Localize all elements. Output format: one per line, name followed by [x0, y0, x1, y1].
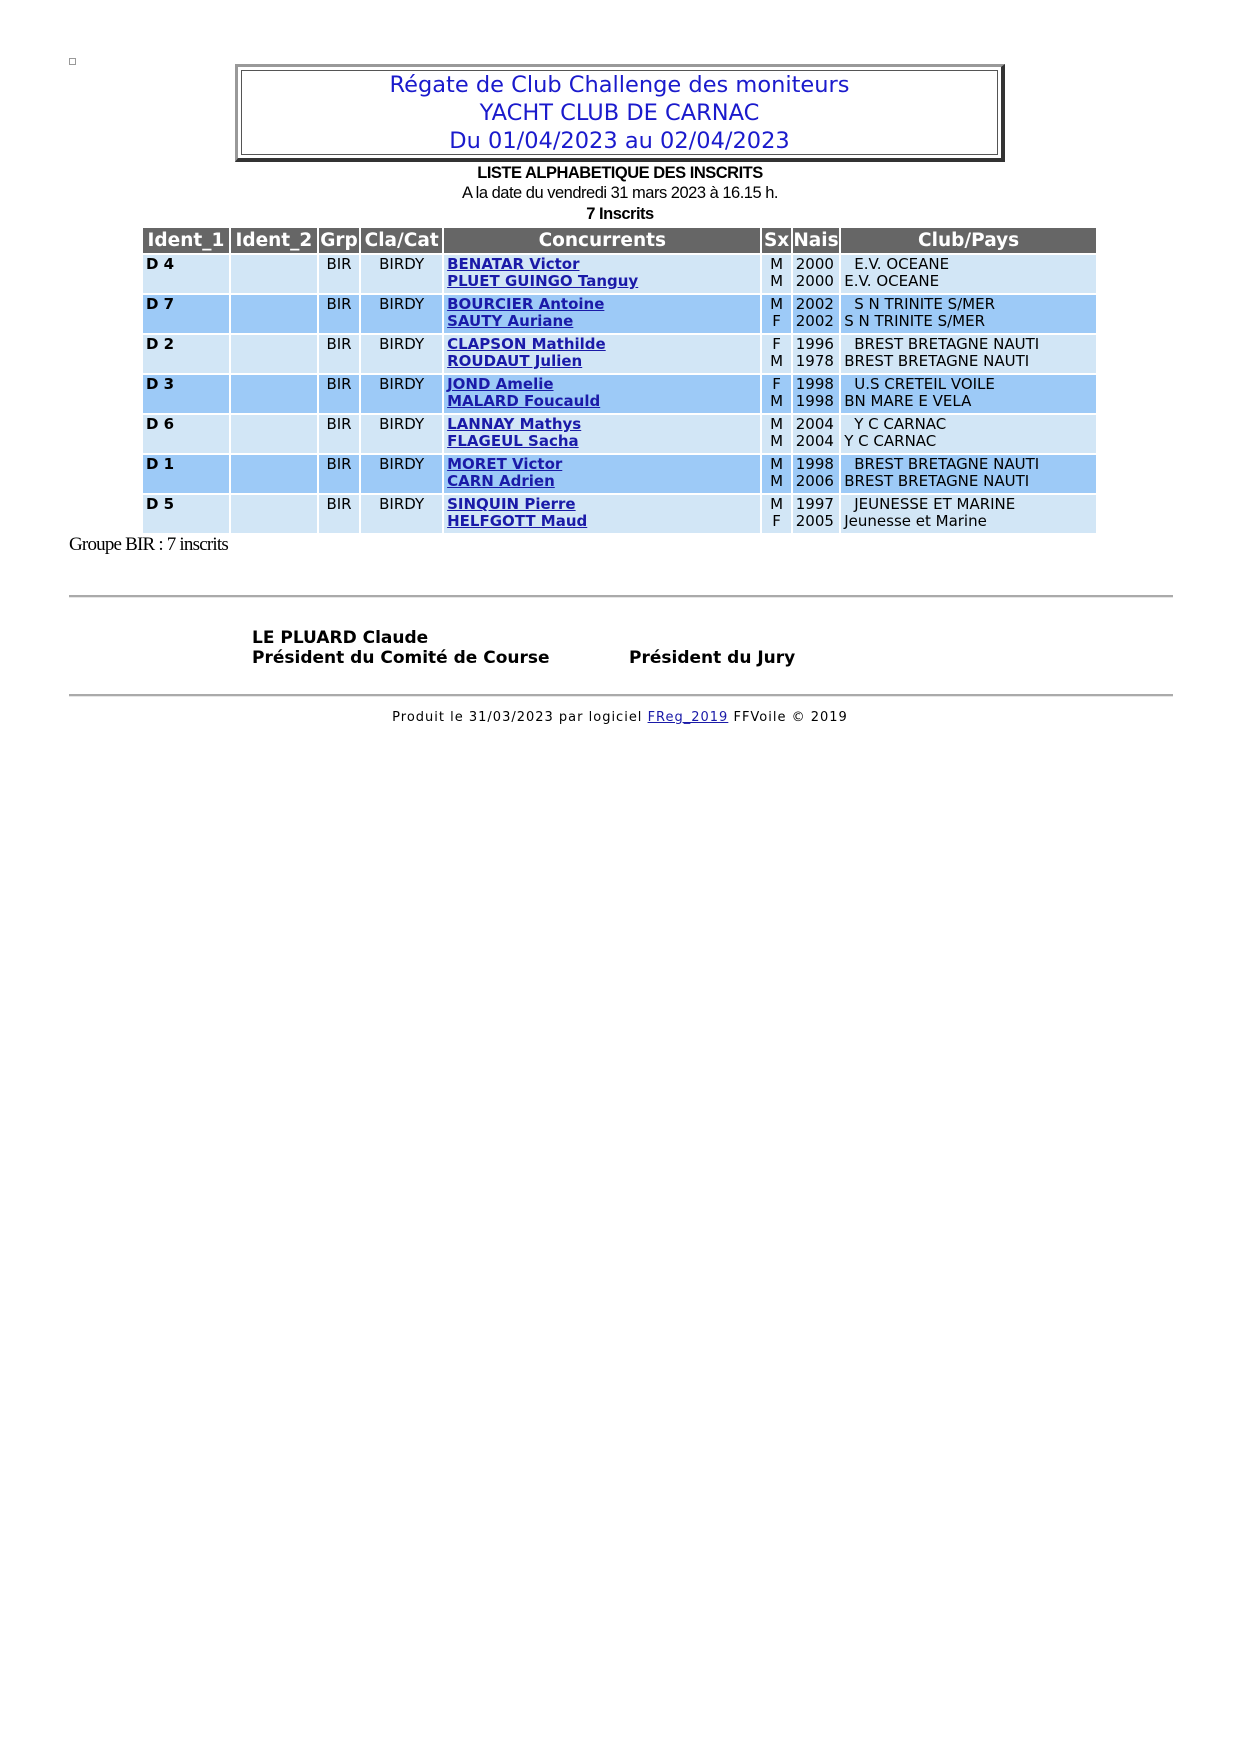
competitors-cell — [444, 495, 760, 533]
competitor-link[interactable]: BOURCIER Antoine — [447, 295, 605, 313]
sex-value: M — [770, 415, 784, 433]
ident2-cell — [231, 415, 317, 453]
competitor-link[interactable]: SAUTY Auriane — [447, 312, 574, 330]
ident2-cell — [231, 335, 317, 373]
club-name: BREST BRETAGNE NAUTI — [854, 455, 1040, 473]
birth-year: 1998 — [795, 375, 834, 393]
group-cell: BIR — [319, 495, 359, 533]
birth-year: 1997 — [795, 495, 834, 513]
sex-cell — [762, 375, 790, 413]
footer-suffix: FFVoile © 2019 — [728, 710, 848, 725]
sex-value: M — [770, 352, 784, 370]
class-cell: BIRDY — [361, 375, 442, 413]
club-name: E.V. OCEANE — [844, 272, 940, 290]
competitor-link[interactable]: MORET Victor — [447, 455, 563, 473]
birth-year-cell — [793, 415, 839, 453]
sex-value: M — [770, 472, 784, 490]
ident2-cell — [231, 455, 317, 493]
birth-year-cell — [793, 495, 839, 533]
birth-year-cell — [793, 295, 839, 333]
club-cell — [841, 375, 1096, 413]
competitor-link[interactable]: ROUDAUT Julien — [447, 352, 583, 370]
competitor-link[interactable]: CLAPSON Mathilde — [447, 335, 606, 353]
sex-value: F — [772, 335, 781, 353]
ident1-cell: D 4 — [143, 255, 229, 293]
birth-year: 2002 — [795, 312, 834, 330]
race-committee-name: LE PLUARD Claude — [252, 628, 429, 648]
birth-year-cell — [793, 455, 839, 493]
club-name: BN MARE E VELA — [844, 392, 972, 410]
club-cell — [841, 415, 1096, 453]
sex-value: F — [772, 375, 781, 393]
club-name: S N TRINITE S/MER — [844, 312, 985, 330]
competitor-link[interactable]: JOND Amelie — [447, 375, 554, 393]
competitors-cell — [444, 415, 760, 453]
club-cell — [841, 295, 1096, 333]
competitor-link[interactable]: CARN Adrien — [447, 472, 555, 490]
competitor-link[interactable]: MALARD Foucauld — [447, 392, 601, 410]
table-row — [143, 415, 1096, 453]
club-name: BREST BRETAGNE NAUTI — [854, 335, 1040, 353]
ident1-cell: D 5 — [143, 495, 229, 533]
ident2-cell — [231, 375, 317, 413]
club-name: U.S CRETEIL VOILE — [854, 375, 995, 393]
sex-value: M — [770, 272, 784, 290]
table-row — [143, 375, 1096, 413]
sex-value: M — [770, 432, 784, 450]
birth-year: 2004 — [795, 432, 834, 450]
club-cell — [841, 495, 1096, 533]
sex-value: M — [770, 255, 784, 273]
column-header[interactable]: Club/Pays — [841, 228, 1096, 253]
sex-cell — [762, 495, 790, 533]
sex-cell — [762, 295, 790, 333]
sex-value: M — [770, 392, 784, 410]
column-header[interactable]: Grp — [320, 230, 358, 251]
divider — [69, 694, 1173, 697]
competitor-link[interactable]: PLUET GUINGO Tanguy — [447, 272, 639, 290]
footer — [0, 710, 1240, 725]
column-header[interactable]: Concurrents — [444, 228, 760, 253]
table-header-row — [143, 228, 1096, 253]
club-name: Y C CARNAC — [854, 415, 947, 433]
ident2-cell — [231, 495, 317, 533]
competitor-link[interactable]: FLAGEUL Sacha — [447, 432, 579, 450]
group-cell: BIR — [319, 375, 359, 413]
class-cell: BIRDY — [361, 495, 442, 533]
sex-value: M — [770, 455, 784, 473]
birth-year: 1996 — [795, 335, 834, 353]
sex-cell — [762, 255, 790, 293]
column-header[interactable]: Cla/Cat — [361, 228, 442, 253]
table-row — [143, 455, 1096, 493]
sex-value: F — [772, 312, 781, 330]
group-cell: BIR — [319, 255, 359, 293]
birth-year: 1998 — [795, 455, 834, 473]
birth-year: 2002 — [795, 295, 834, 313]
table-row — [143, 295, 1096, 333]
competitors-cell — [444, 375, 760, 413]
class-cell: BIRDY — [361, 255, 442, 293]
group-summary: Groupe BIR : 7 inscrits — [69, 534, 228, 555]
birth-year: 1998 — [795, 392, 834, 410]
competitors-cell — [444, 255, 760, 293]
competitors-cell — [444, 455, 760, 493]
group-cell: BIR — [319, 335, 359, 373]
birth-year: 2000 — [795, 255, 834, 273]
club-name: Jeunesse et Marine — [844, 512, 987, 530]
placeholder-image-box — [69, 58, 76, 65]
group-cell: BIR — [319, 295, 359, 333]
entrants-table — [141, 226, 1098, 535]
birth-year: 1978 — [795, 352, 834, 370]
column-header[interactable]: Ident_1 — [143, 228, 229, 253]
ident1-cell: D 6 — [143, 415, 229, 453]
date-range: Du 01/04/2023 au 02/04/2023 — [449, 127, 790, 154]
column-header[interactable]: Ident_2 — [231, 228, 317, 253]
club-name: Y C CARNAC — [844, 432, 937, 450]
sex-value: M — [770, 495, 784, 513]
list-title: LISTE ALPHABETIQUE DES INSCRITS — [477, 164, 763, 182]
class-cell: BIRDY — [361, 415, 442, 453]
class-cell: BIRDY — [361, 455, 442, 493]
table-row — [143, 335, 1096, 373]
column-header[interactable]: Sx — [763, 230, 790, 251]
competitor-link[interactable]: LANNAY Mathys — [447, 415, 582, 433]
birth-year-cell — [793, 375, 839, 413]
club-name: BREST BRETAGNE NAUTI — [844, 352, 1030, 370]
sex-value: F — [772, 512, 781, 530]
ident2-cell — [231, 255, 317, 293]
birth-year-cell — [793, 335, 839, 373]
club-cell — [841, 255, 1096, 293]
club-name: JEUNESSE ET MARINE — [854, 495, 1016, 513]
count-line: 7 Inscrits — [586, 205, 654, 223]
sex-cell — [762, 415, 790, 453]
class-cell: BIRDY — [361, 295, 442, 333]
title-frame — [235, 64, 1005, 162]
race-committee-role: Président du Comité de Course — [252, 648, 550, 668]
ident1-cell: D 7 — [143, 295, 229, 333]
date-line: A la date du vendredi 31 mars 2023 à 16.15 h. — [462, 184, 778, 202]
ident1-cell: D 2 — [143, 335, 229, 373]
software-link[interactable]: FReg_2019 — [647, 710, 729, 725]
regatta-title: Régate de Club Challenge des moniteurs — [389, 71, 850, 98]
ident1-cell: D 3 — [143, 375, 229, 413]
footer-prefix: Produit le 31/03/2023 par logiciel — [392, 710, 648, 725]
jury-role: Président du Jury — [629, 648, 796, 668]
competitor-link[interactable]: SINQUIN Pierre — [447, 495, 576, 513]
competitors-cell — [444, 335, 760, 373]
table-row — [143, 495, 1096, 533]
column-header[interactable]: Nais — [793, 230, 839, 251]
group-cell: BIR — [319, 415, 359, 453]
title-block — [241, 70, 998, 155]
club-name: BREST BRETAGNE NAUTI — [844, 472, 1030, 490]
group-cell: BIR — [319, 455, 359, 493]
birth-year: 2006 — [795, 472, 834, 490]
club-cell — [841, 455, 1096, 493]
club-title: YACHT CLUB DE CARNAC — [479, 99, 760, 126]
competitors-cell — [444, 295, 760, 333]
birth-year: 2004 — [795, 415, 834, 433]
sex-value: M — [770, 295, 784, 313]
divider — [69, 595, 1173, 598]
ident1-cell: D 1 — [143, 455, 229, 493]
birth-year: 2005 — [795, 512, 834, 530]
competitor-link[interactable]: HELFGOTT Maud — [447, 512, 588, 530]
class-cell: BIRDY — [361, 335, 442, 373]
birth-year-cell — [793, 255, 839, 293]
ident2-cell — [231, 295, 317, 333]
birth-year: 2000 — [795, 272, 834, 290]
club-cell — [841, 335, 1096, 373]
table-row — [143, 255, 1096, 293]
sex-cell — [762, 455, 790, 493]
sex-cell — [762, 335, 790, 373]
club-name: E.V. OCEANE — [854, 255, 950, 273]
competitor-link[interactable]: BENATAR Victor — [447, 255, 580, 273]
club-name: S N TRINITE S/MER — [854, 295, 995, 313]
